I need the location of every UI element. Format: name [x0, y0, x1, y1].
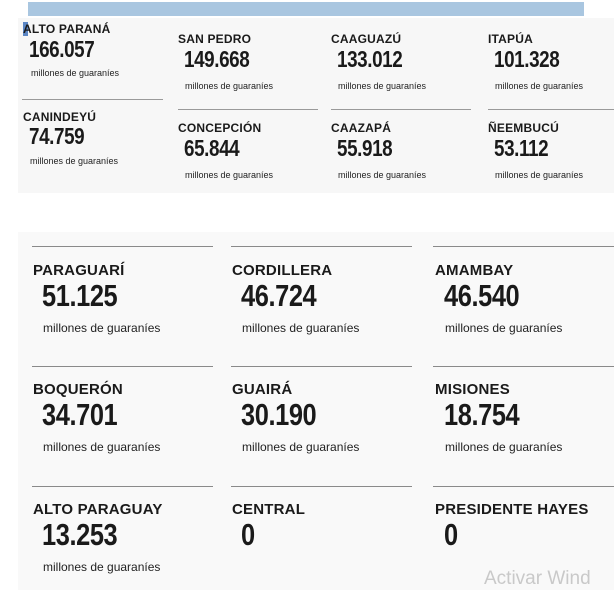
department-cell [435, 501, 589, 551]
department-unit: millones de guaraníes [445, 321, 563, 335]
department-unit: millones de guaraníes [445, 440, 563, 454]
department-amount: 101.328 [494, 46, 560, 72]
department-amount: 34.701 [42, 397, 118, 432]
department-name: CAAGUAZÚ [331, 32, 402, 46]
department-cell [488, 32, 583, 91]
department-amount: 65.844 [184, 135, 240, 161]
department-cell [33, 381, 160, 454]
department-name: GUAIRÁ [232, 381, 293, 398]
department-name: PARAGUARÍ [33, 262, 125, 279]
department-amount: 46.540 [444, 278, 520, 313]
department-cell [178, 32, 273, 91]
department-name: CANINDEYÚ [23, 110, 97, 124]
department-amount: 74.759 [29, 123, 85, 149]
divider [32, 366, 213, 367]
department-unit: millones de guaraníes [43, 440, 161, 454]
department-name: ALTO PARAGUAY [33, 501, 163, 518]
department-amount: 55.918 [337, 135, 393, 161]
divider [331, 109, 471, 110]
department-name: ITAPÚA [488, 32, 533, 46]
activation-watermark: Activar Wind [484, 568, 591, 589]
department-name: CORDILLERA [232, 262, 333, 279]
department-unit: millones de guaraníes [495, 170, 584, 180]
department-unit: millones de guaraníes [338, 170, 427, 180]
department-cell [488, 121, 583, 180]
department-cell [331, 32, 426, 91]
department-unit: millones de guaraníes [185, 81, 274, 91]
department-amount: 166.057 [29, 36, 95, 62]
department-amount: 0 [241, 517, 255, 552]
department-cell [33, 501, 163, 574]
department-amount: 18.754 [444, 397, 520, 432]
department-unit: millones de guaraníes [495, 81, 584, 91]
department-unit: millones de guaraníes [43, 321, 161, 335]
department-cell [435, 262, 562, 335]
department-unit: millones de guaraníes [43, 560, 161, 574]
department-amount: 30.190 [241, 397, 317, 432]
divider [178, 109, 318, 110]
department-cell [232, 381, 359, 454]
divider [488, 109, 614, 110]
department-unit: millones de guaraníes [31, 68, 120, 78]
divider [231, 366, 412, 367]
department-cell [232, 501, 305, 551]
divider [32, 486, 213, 487]
department-cell [232, 262, 359, 335]
department-name: CAAZAPÁ [331, 121, 392, 135]
department-amount: 53.112 [494, 135, 549, 161]
divider [22, 99, 163, 100]
department-name: CONCEPCIÓN [178, 121, 262, 135]
department-unit: millones de guaraníes [30, 156, 119, 166]
department-name: BOQUERÓN [33, 381, 123, 398]
department-amount: 133.012 [337, 46, 403, 72]
department-cell [33, 262, 160, 335]
department-unit: millones de guaraníes [242, 440, 360, 454]
department-amount: 13.253 [42, 517, 118, 552]
divider [433, 366, 614, 367]
department-name: MISIONES [435, 381, 510, 398]
department-amount: 46.724 [241, 278, 317, 313]
department-unit: millones de guaraníes [185, 170, 274, 180]
department-name: PRESIDENTE HAYES [435, 501, 589, 518]
department-name: ÑEEMBUCÚ [488, 121, 559, 135]
department-unit: millones de guaraníes [242, 321, 360, 335]
divider [231, 486, 412, 487]
divider [32, 246, 213, 247]
department-amount: 0 [444, 517, 458, 552]
department-name: SAN PEDRO [178, 32, 252, 46]
department-cell [24, 22, 119, 78]
department-amount: 51.125 [42, 278, 118, 313]
department-cell [23, 110, 118, 166]
department-unit: millones de guaraníes [338, 81, 427, 91]
department-name: ALTO PARANÁ [23, 22, 111, 36]
divider [433, 246, 614, 247]
selection-bar [28, 2, 584, 16]
department-cell [178, 121, 273, 180]
divider [433, 486, 614, 487]
divider [231, 246, 412, 247]
department-cell [331, 121, 426, 180]
department-name: AMAMBAY [435, 262, 514, 279]
department-name: CENTRAL [232, 501, 306, 518]
department-cell [435, 381, 562, 454]
department-amount: 149.668 [184, 46, 250, 72]
